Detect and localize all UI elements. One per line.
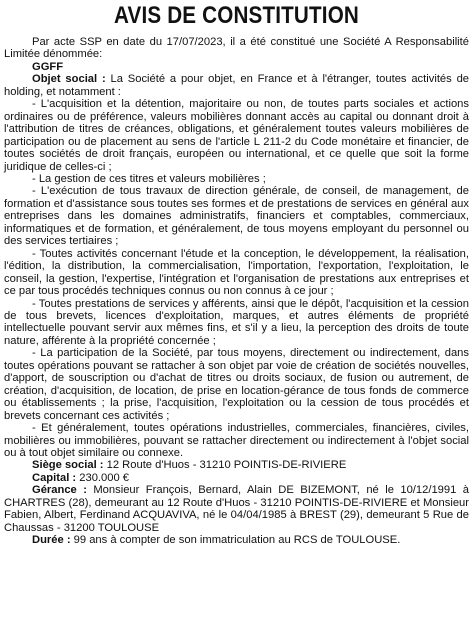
- gerance-value: Monsieur François, Bernard, Alain DE BIZEMONT, né le 10/12/1991 à CHARTRES (28), demeurant au 12 Route d'Huos - 31210 POINTIS-DE-RIVIERE et Monsieur Fabien, Albert, Ferdinand ACQUAVIVA, né le 04/04/1985 à BREST (29), demeurant 5 Rue de Chaussas - 31200 TOULOUSE: [4, 484, 469, 534]
- company-name: GGFF: [32, 60, 64, 73]
- objet-item-4: - Toutes activités concernant l'étude et la conception, le développement, la réalisation, l'édition, la distribution, la commercialisation, l'importation, l'exportation, l'exploitation, le conseil, la gestion, l'expertise, l'intégration et l'organisation de prestations aux entreprises et ce par tous procédés techniques connus ou non connus à ce jour ;: [4, 247, 469, 298]
- gerance-label: Gérance :: [32, 484, 87, 497]
- objet-item-3: - L'exécution de tous travaux de direction générale, de conseil, de management, de formation et d'assistance sous toutes ses formes et de prestations de services en général aux entreprises dans les domaines administratifs, financiers et comptables, commerciaux, informatiques et de formation, et généralement, de tous moyens employant du personnel ou des services tertiaires ;: [4, 185, 469, 248]
- objet-item-1: - L'acquisition et la détention, majoritaire ou non, de toutes parts sociales et actions ordinaires ou de préférence, valeurs mobilières donnant accès au capital ou donnant droit à l'attribution de titres de créances, obligations, et généralement toutes valeurs mobilières de participation ou de placement au sens de l'article L 211-2 du Code monétaire et financier, de toutes sociétés de droit français, européen ou international, et ce quelle que soit la forme juridique de celles-ci ;: [4, 98, 469, 173]
- objet-text: La Société a pour objet, en France et à l'étranger, toutes activités de holding, et notamment :: [4, 73, 470, 98]
- capital-label: Capital :: [32, 471, 77, 484]
- duree-paragraph: [4, 534, 469, 546]
- objet-item-2: - La gestion de ces titres et valeurs mobilières ;: [32, 172, 266, 185]
- notice-title: AVIS DE CONSTITUTION: [113, 2, 360, 29]
- capital-paragraph: [4, 472, 469, 484]
- objet-item-5: - Toutes prestations de services y afférents, ainsi que le dépôt, l'acquisition et la cession de tous brevets, licences d'exploitation, marques, et autres éléments de propriété intellectuelle pouvant servir aux mêmes fins, et s'il y a lieu, la perception des droits de toute nature, afférente à la propriété concernée ;: [4, 297, 469, 347]
- siege-value: 12 Route d'Huos - 31210 POINTIS-DE-RIVIERE: [103, 459, 347, 472]
- duree-label: Durée :: [32, 534, 71, 547]
- objet-item-6: - La participation de la Société, par tous moyens, directement ou indirectement, dans toutes opérations pouvant se rattacher à son objet par voie de création de sociétés nouvelles, d'apport, de souscription ou d'achat de titres ou droits sociaux, de fusion ou autrement, de création, d'acquisition, de location, de prise en location-gérance de tous fonds de commerce ou établissements ; la prise, l'acquisition, l'exploitation ou la cession de tous procédés et brevets concernant ces activités ;: [4, 347, 469, 422]
- gerance-paragraph: [4, 484, 469, 534]
- intro-paragraph: Par acte SSP en date du 17/07/2023, il a été constitué une Société A Responsabilité Limitée dénommée:: [4, 36, 469, 61]
- objet-paragraph: [4, 73, 469, 98]
- siege-paragraph: [4, 459, 469, 471]
- objet-item-7: - Et généralement, toutes opérations industrielles, commerciales, financières, civiles, mobilières ou immobilières, pouvant se rattacher directement ou indirectement à l'objet social ou à tout objet similaire ou connexe.: [4, 422, 469, 459]
- duree-value: 99 ans à compter de son immatriculation au RCS de TOULOUSE.: [70, 534, 401, 547]
- capital-value: 230.000 €: [76, 471, 130, 484]
- siege-label: Siège social :: [32, 459, 104, 472]
- objet-label: Objet social :: [32, 73, 106, 86]
